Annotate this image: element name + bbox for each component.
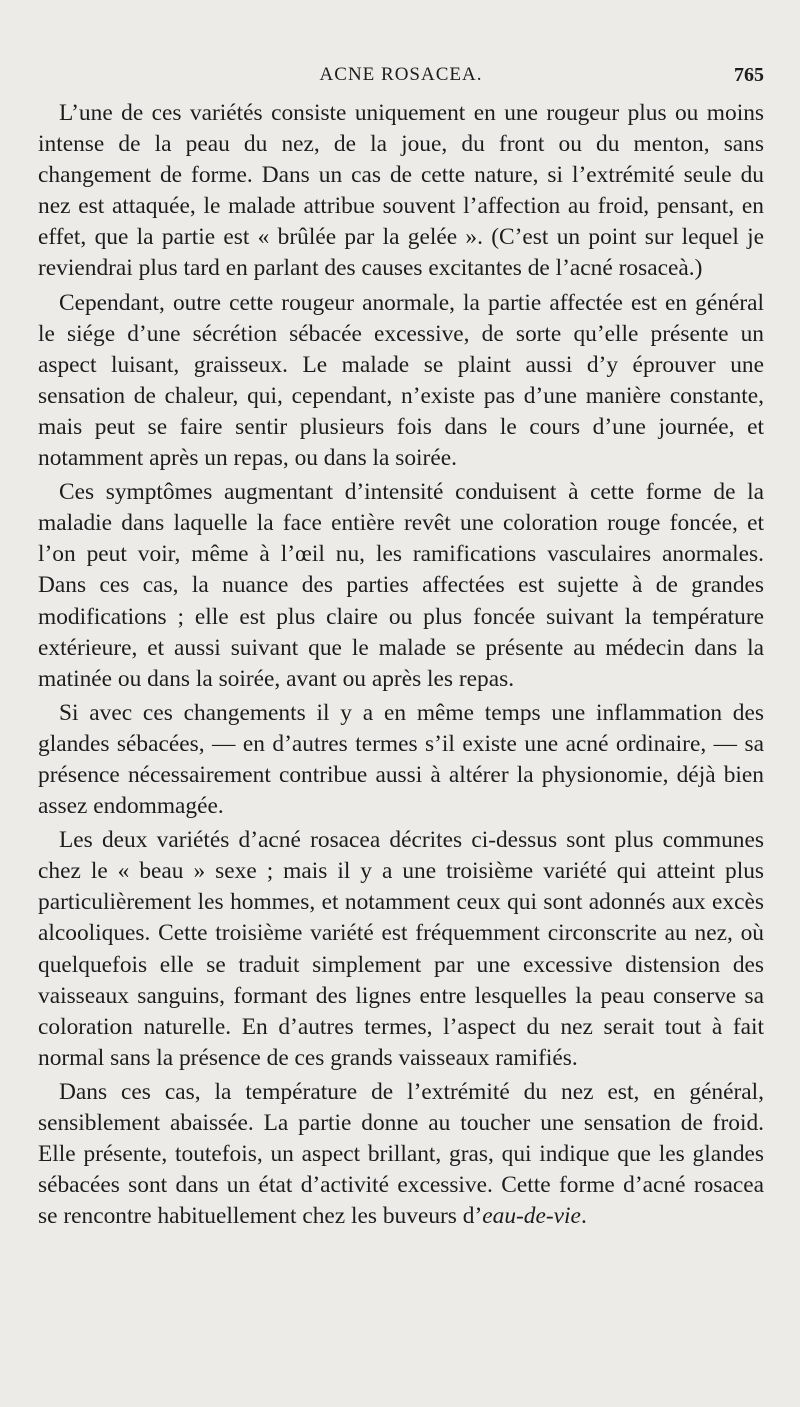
- paragraph-1: L’une de ces variétés consiste uniquement en une rougeur plus ou moins intense de la peau du nez, de la joue, du front ou du menton, sans changement de forme. Dans un cas de cette nature, si l’extrémité seule du nez est attaquée, le malade attribue souvent l’affection au froid, pensant, en effet, que la partie est « brûlée par la gelée ». (C’est un point sur lequel je reviendrai plus tard en parlant des causes excitantes de l’acné rosaceà.): [38, 100, 764, 282]
- paragraph-6-text: Dans ces cas, la température de l’extrémité du nez est, en général, sensiblement abaissée. La partie donne au toucher une sensation de froid. Elle présente, toutefois, un aspect brillant, gras, qui indique que les glandes sébacées sont dans un état d’activité excessive. Cette forme d’acné rosacea se rencontre habituellement chez les buveurs d’: [38, 1078, 764, 1230]
- paragraph-2: Cependant, outre cette rougeur anormale, la partie affectée est en général le siége d’une sécrétion sébacée excessive, de sorte qu’elle présente un aspect luisant, graisseux. Le malade se plaint aussi d’y éprouver une sensation de chaleur, qui, cependant, n’existe pas d’une manière constante, mais peut se faire sentir plusieurs fois dans le cours d’une journée, et notamment après un repas, ou dans la soirée.: [38, 289, 764, 472]
- body-text: [38, 98, 764, 1232]
- page-header: [38, 62, 764, 98]
- paragraph-6: [38, 1077, 764, 1232]
- italic-term: eau-de-vie: [482, 1203, 581, 1230]
- paragraph-4: Si avec ces changements il y a en même temps une inflammation des glandes sébacées, — en d’autres termes s’il existe une acné ordinaire, — sa présence nécessairement contribue aussi à altérer la physionomie, déjà bien assez endommagée.: [38, 699, 764, 820]
- page-number: 765: [734, 64, 764, 86]
- running-head: ACNE ROSACEA.: [319, 64, 483, 85]
- paragraph-3: Ces symptômes augmentant d’intensité conduisent à cette forme de la maladie dans laquelle la face entière revêt une coloration rouge foncée, et l’on peut voir, même à l’œil nu, les ramifications vasculaires anormales. Dans ces cas, la nuance des parties affectées est sujette à de grandes modifications ; elle est plus claire ou plus foncée suivant la température extérieure, et aussi suivant que le malade se présente au médecin dans la matinée ou dans la soirée, avant ou après les repas.: [38, 479, 764, 692]
- paragraph-5: Les deux variétés d’acné rosacea décrites ci-dessus sont plus communes chez le « beau » sexe ; mais il y a une troisième variété qui atteint plus particulièrement les hommes, et notamment ceux qui sont adonnés aux excès alcooliques. Cette troisième variété est fréquemment circonscrite au nez, où quelquefois elle se traduit simplement par une excessive distension des vaisseaux sanguins, formant des lignes entre lesquelles la peau conserve sa coloration naturelle. En d’autres termes, l’aspect du nez serait tout à fait normal sans la présence de ces grands vaisseaux ramifiés.: [38, 827, 764, 1071]
- paragraph-6-end: .: [580, 1203, 587, 1230]
